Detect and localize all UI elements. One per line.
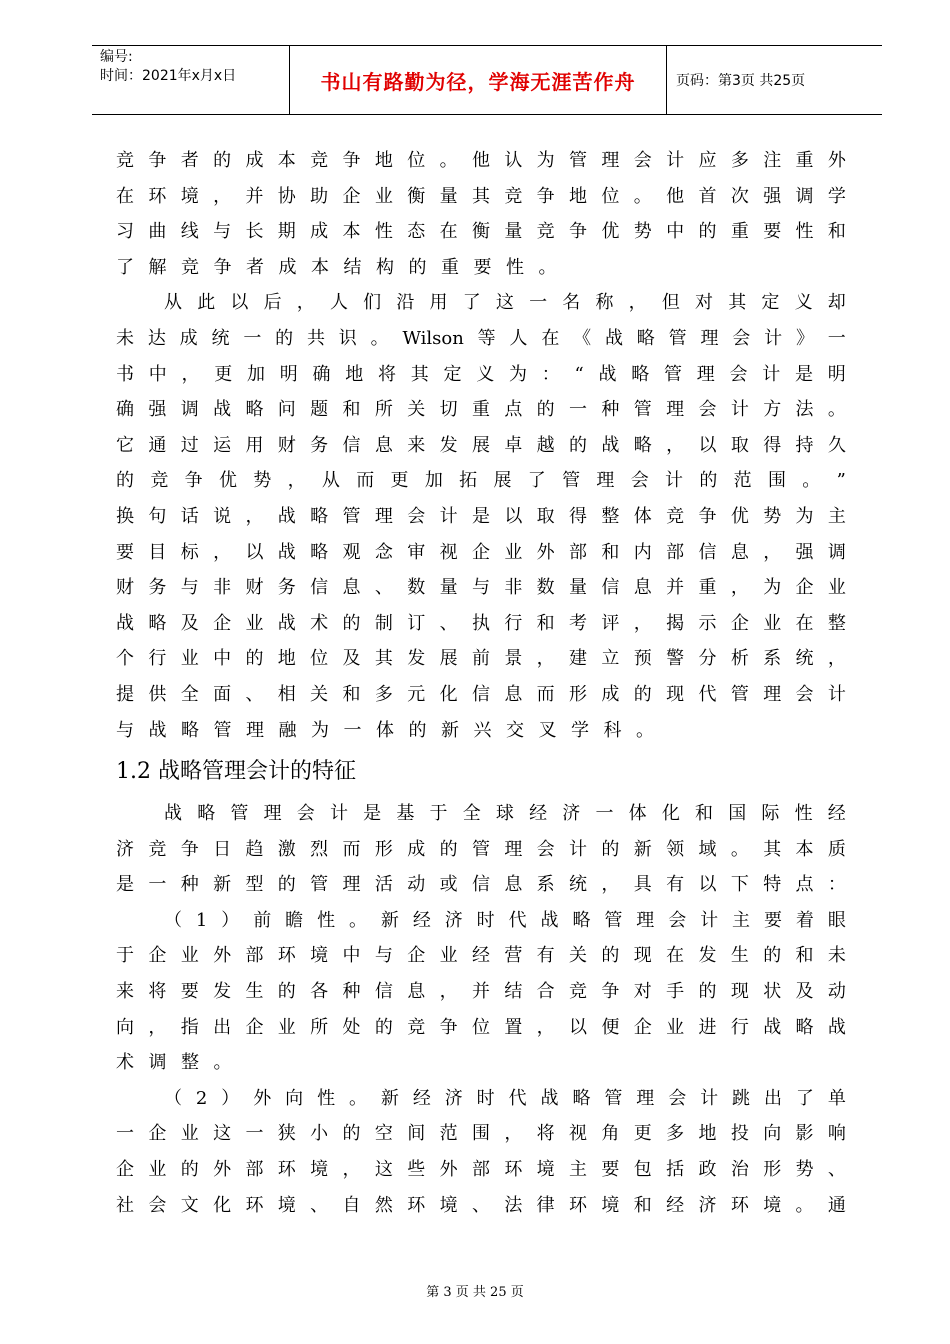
text-line: 它 通 过 运 用 财 务 信 息 来 发 展 卓 越 的 战 略 ， 以 取 得 持 久 <box>116 434 846 456</box>
text-line: 战 略 及 企 业 战 术 的 制 订 、 执 行 和 考 评 ， 揭 示 企 业 在 整 <box>116 612 846 634</box>
text-line: 了解竞争者成本结构的重要性。 <box>116 256 571 278</box>
text-line: 在 环 境 ， 并 协 助 企 业 衡 量 其 竞 争 地 位 。 他 首 次 强 调 学 <box>116 185 846 207</box>
text-line: 一 企 业 这 一 狭 小 的 空 间 范 围 ， 将 视 角 更 多 地 投 向 影 响 <box>116 1123 846 1145</box>
text-line: 个 行 业 中 的 地 位 及 其 发 展 前 景 ， 建 立 预 警 分 析 系 统 ， <box>116 648 846 670</box>
text-line: （ 2 ） 外 向 性 。 新 经 济 时 代 战 略 管 理 会 计 跳 出 了 单 <box>164 1087 846 1109</box>
document-body <box>116 143 846 1223</box>
text-line: 向 ， 指 出 企 业 所 处 的 竞 争 位 置 ， 以 便 企 业 进 行 战 略 战 <box>116 1016 846 1038</box>
text-line: 提 供 全 面 、 相 关 和 多 元 化 信 息 而 形 成 的 现 代 管 理 会 计 <box>116 683 846 705</box>
text-line: 来 将 要 发 生 的 各 种 信 息 ， 并 结 合 竞 争 对 手 的 现 状 及 动 <box>116 981 846 1003</box>
number-label: 编号: <box>100 49 133 65</box>
header-meta <box>92 46 290 114</box>
time-label: 时间：2021年x月x日 <box>100 68 237 84</box>
text-line: 战 略 管 理 会 计 是 基 于 全 球 经 济 一 体 化 和 国 际 性 经 <box>164 803 846 825</box>
text-line: 术调整。 <box>116 1052 246 1074</box>
header-motto: 书山有路勤为径，学海无涯苦作舟 <box>290 46 667 114</box>
text-line: 企 业 的 外 部 环 境 ， 这 些 外 部 环 境 主 要 包 括 政 治 形 势 、 <box>116 1159 846 1181</box>
header-page-info: 页码：第3页 共25页 <box>676 73 806 89</box>
text-line: 的 竞 争 优 势 ， 从 而 更 加 拓 展 了 管 理 会 计 的 范 围 。 ” <box>116 470 846 492</box>
text-line: 书 中 ， 更 加 明 确 地 将 其 定 义 为 ： “ 战 略 管 理 会 计 是 明 <box>116 363 846 385</box>
paragraph-block-1 <box>116 143 846 748</box>
text-line: 是 一 种 新 型 的 管 理 活 动 或 信 息 系 统 ， 具 有 以 下 特 点 ： <box>116 874 846 896</box>
text-line: 与战略管理融为一体的新兴交叉学科。 <box>116 719 669 741</box>
text-line: 习 曲 线 与 长 期 成 本 性 态 在 衡 量 竞 争 优 势 中 的 重 要 性 和 <box>116 221 846 243</box>
text-line: 社 会 文 化 环 境 、 自 然 环 境 、 法 律 环 境 和 经 济 环 境 。 通 <box>116 1194 846 1216</box>
section-heading: 1.2 战略管理会计的特征 <box>116 759 356 785</box>
text-line: 确 强 调 战 略 问 题 和 所 关 切 重 点 的 一 种 管 理 会 计 方 法 。 <box>116 399 846 421</box>
paragraph-block-2 <box>116 796 846 1223</box>
text-line: 竞 争 者 的 成 本 竞 争 地 位 。 他 认 为 管 理 会 计 应 多 注 重 外 <box>116 150 846 171</box>
text-line: 于 企 业 外 部 环 境 中 与 企 业 经 营 有 关 的 现 在 发 生 的 和 未 <box>116 945 846 967</box>
text-line: （ 1 ） 前 瞻 性 。 新 经 济 时 代 战 略 管 理 会 计 主 要 着 眼 <box>164 909 846 931</box>
text-line: 财 务 与 非 财 务 信 息 、 数 量 与 非 数 量 信 息 并 重 ， 为 企 业 <box>116 577 846 599</box>
text-line: 济 竞 争 日 趋 激 烈 而 形 成 的 管 理 会 计 的 新 领 域 。 其 本 质 <box>116 838 846 860</box>
text-line: 要 目 标 ， 以 战 略 观 念 审 视 企 业 外 部 和 内 部 信 息 ， 强 调 <box>116 541 846 563</box>
text-line: 从 此 以 后 ， 人 们 沿 用 了 这 一 名 称 ， 但 对 其 定 义 却 <box>164 292 846 314</box>
page-header <box>92 45 882 115</box>
page-footer: 第 3 页 共 25 页 <box>426 1285 524 1300</box>
text-line: 未 达 成 统 一 的 共 识 。 Wilson 等 人 在 《 战 略 管 理 会 计 》 一 <box>116 327 846 349</box>
text-line: 换 句 话 说 ， 战 略 管 理 会 计 是 以 取 得 整 体 竞 争 优 势 为 主 <box>116 505 846 527</box>
